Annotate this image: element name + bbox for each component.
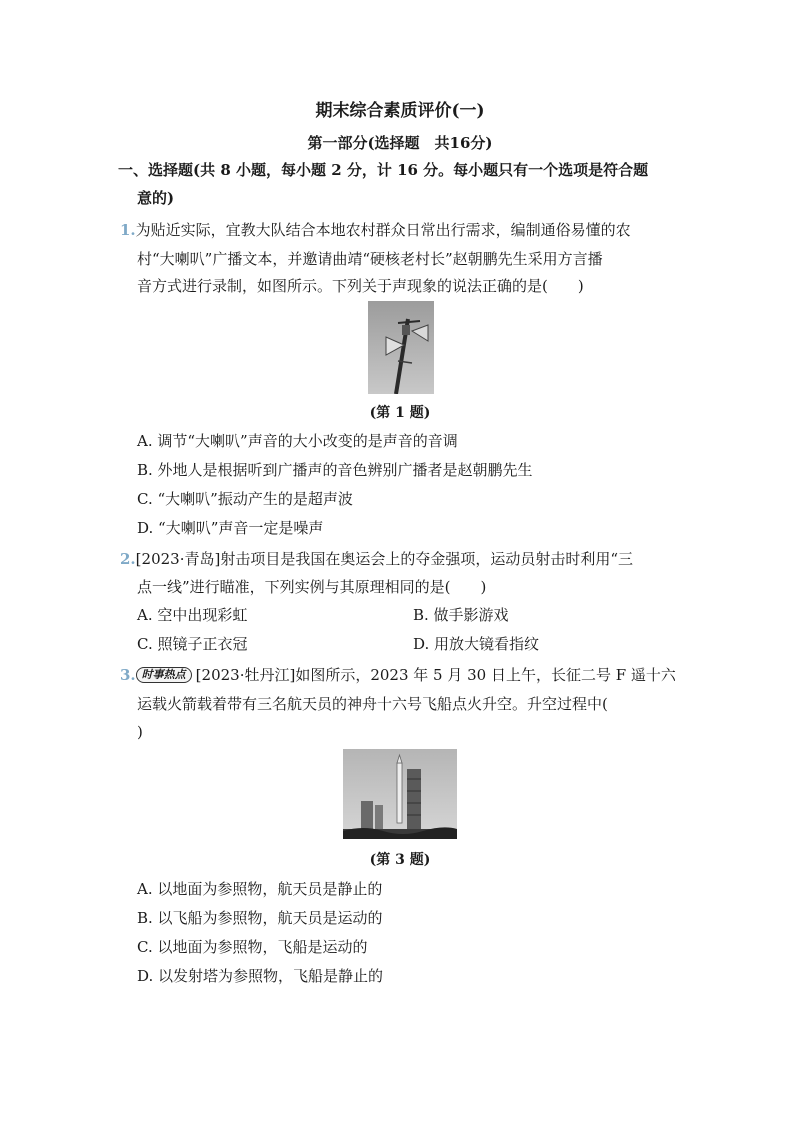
section-heading: 一、选择题(共 8 小题，每小题 2 分，计 16 分。每小题只有一个选项是符合题	[118, 161, 649, 179]
q3-figure-caption: (第 3 题)	[369, 852, 431, 868]
q2-option-b: B. 做手影游戏	[413, 606, 509, 624]
q3-option-c: C. 以地面为参照物，飞船是运动的	[137, 938, 368, 956]
q1-loudspeaker-photo	[368, 301, 434, 394]
q1-stem-line-2: 村“大喇叭”广播文本，并邀请曲靖“硬核老村长”赵朝鹏先生采用方言播	[137, 250, 603, 268]
q3-stem-line-2: 运载火箭载着带有三名航天员的神舟十六号飞船点火升空。升空过程中(	[137, 695, 608, 713]
current-events-badge: 时事热点	[136, 667, 192, 683]
q3-stem-line-1: 3. 时事热点 [2023·牡丹江]如图所示，2023 年 5 月 30 日上午，长征二号 F 遥十六	[120, 666, 676, 684]
q2-number: 2.	[120, 550, 136, 568]
q3-option-d: D. 以发射塔为参照物，飞船是静止的	[137, 967, 384, 985]
q3-number: 3.	[120, 666, 136, 684]
q3-option-a: A. 以地面为参照物，航天员是静止的	[137, 880, 383, 898]
q2-option-d: D. 用放大镜看指纹	[413, 635, 540, 653]
section-heading-cont: 意的)	[137, 189, 175, 207]
rocket-launch-image	[343, 749, 457, 839]
q1-stem-line-1: 1.为贴近实际，宜教大队结合本地农村群众日常出行需求，编制通俗易懂的农	[120, 221, 631, 239]
q1-figure-caption: (第 1 题)	[369, 405, 431, 421]
loudspeaker-pole-image	[368, 301, 434, 394]
q3-stem-line-3: )	[137, 723, 143, 741]
page-title: 期末综合素质评价(一)	[315, 101, 485, 121]
q3-rocket-launch-photo	[343, 749, 457, 839]
q2-stem-line-1: 2.[2023·青岛]射击项目是我国在奥运会上的夺金强项，运动员射击时利用“三	[120, 550, 633, 568]
q3-option-b: B. 以飞船为参照物，航天员是运动的	[137, 909, 383, 927]
q2-stem-line-2: 点一线”进行瞄准，下列实例与其原理相同的是( )	[137, 578, 487, 596]
q1-option-c: C. “大喇叭”振动产生的是超声波	[137, 490, 353, 508]
q1-option-d: D. “大喇叭”声音一定是噪声	[137, 519, 324, 537]
part-subtitle: 第一部分(选择题 共16分)	[307, 134, 493, 152]
q1-option-a: A. 调节“大喇叭”声音的大小改变的是声音的音调	[137, 432, 458, 450]
q2-option-c: C. 照镜子正衣冠	[137, 635, 248, 653]
q2-option-a: A. 空中出现彩虹	[137, 606, 248, 624]
q1-stem-line-3: 音方式进行录制，如图所示。下列关于声现象的说法正确的是( )	[137, 277, 584, 295]
q1-option-b: B. 外地人是根据听到广播声的音色辨别广播者是赵朝鹏先生	[137, 461, 533, 479]
q1-number: 1.	[120, 221, 136, 239]
